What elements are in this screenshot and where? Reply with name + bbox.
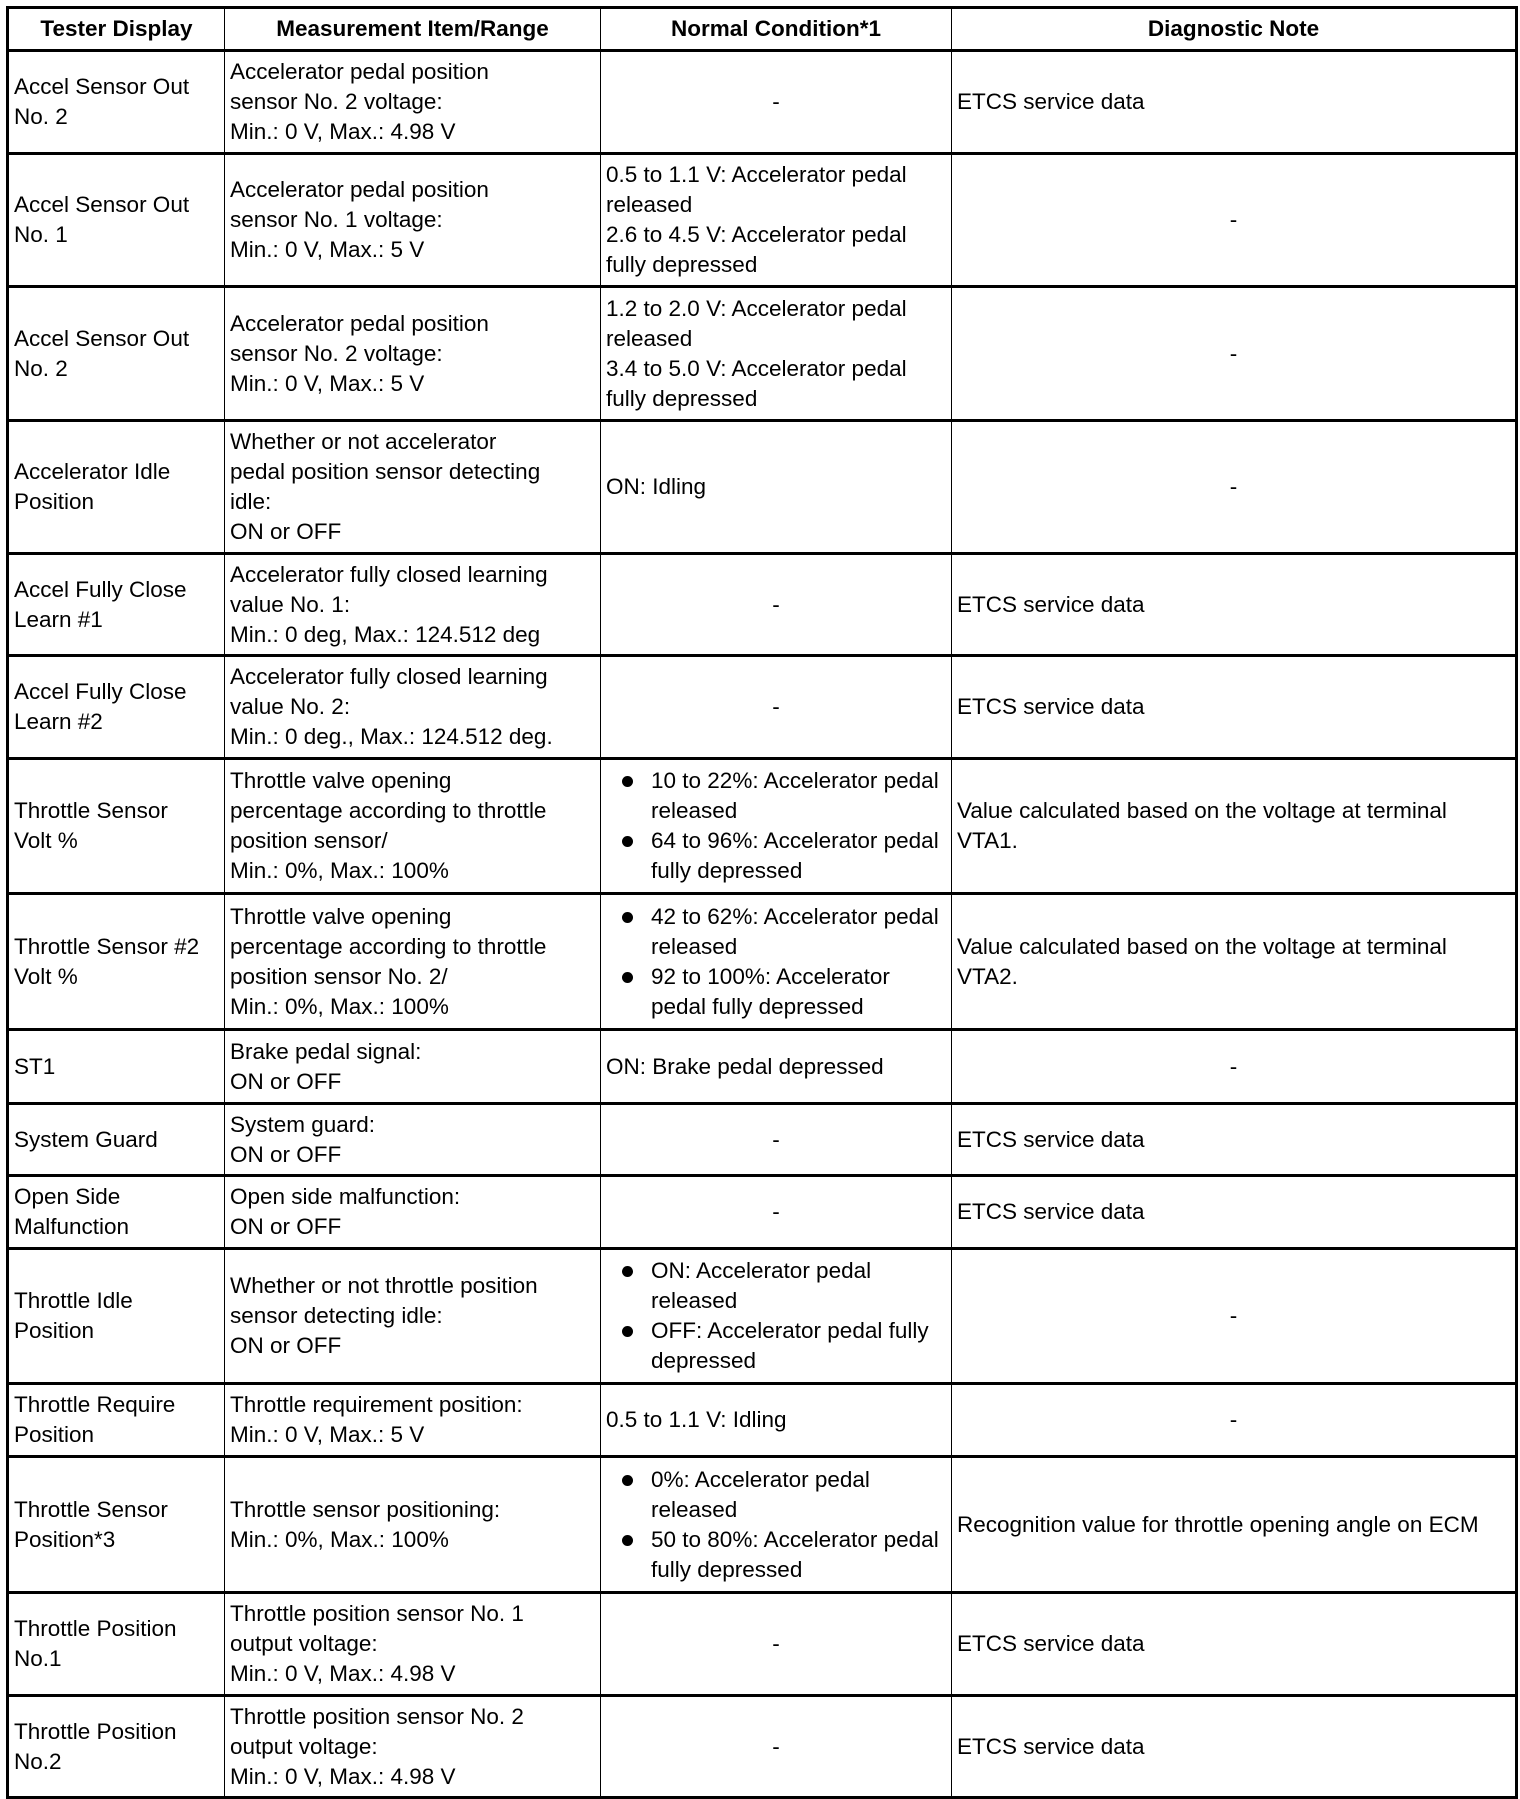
table-row — [8, 154, 1517, 287]
measurement-item-cell — [225, 1384, 601, 1457]
diagnostic-note-cell: ETCS service data — [952, 554, 1517, 656]
tester-display-line: Accel Fully Close — [14, 679, 187, 704]
measurement-item-line: pedal position sensor detecting — [230, 459, 541, 484]
tester-display-line: Accel Sensor Out — [14, 325, 190, 351]
measurement-item-line: Throttle sensor positioning: — [230, 1496, 501, 1522]
measurement-item-line: Min.: 0 V, Max.: 5 V — [230, 237, 425, 262]
tester-display-line: Throttle Idle — [14, 1288, 133, 1313]
header-diagnostic-note: Diagnostic Note — [952, 8, 1517, 51]
normal-condition-cell: - — [601, 1696, 952, 1798]
measurement-item-line: ON or OFF — [230, 1214, 342, 1239]
normal-condition-cell: - — [601, 656, 952, 759]
diagnostic-note-cell: ETCS service data — [952, 656, 1517, 759]
diagnostic-note-cell: - — [952, 1384, 1517, 1457]
normal-condition-cell — [601, 759, 952, 894]
tester-display-line: Throttle Position — [14, 1616, 177, 1641]
diagnostic-note-cell: Value calculated based on the voltage at terminal VTA2. — [952, 894, 1517, 1030]
bullet-item: 0%: Accelerator pedal released — [651, 1465, 946, 1525]
tester-display-line: Accelerator Idle — [14, 459, 171, 484]
measurement-item-line: sensor No. 1 voltage: — [230, 207, 443, 232]
bullet-item: ON: Accelerator pedal released — [651, 1256, 946, 1316]
measurement-item-line: Throttle valve opening — [230, 903, 452, 929]
normal-condition-line: 2.6 to 4.5 V: Accelerator pedal fully depressed — [606, 222, 907, 277]
tester-display-line: Throttle Sensor — [14, 798, 168, 823]
diagnostic-note-cell: - — [952, 154, 1517, 287]
diagnostic-note-cell: ETCS service data — [952, 1593, 1517, 1696]
measurement-item-line: sensor detecting idle: — [230, 1303, 443, 1328]
bullet-item: 92 to 100%: Accelerator pedal fully depressed — [651, 962, 946, 1022]
tester-display-cell — [8, 1696, 225, 1798]
measurement-item-line: position sensor No. 2/ — [230, 963, 448, 989]
measurement-item-cell — [225, 656, 601, 759]
tester-display-cell — [8, 894, 225, 1030]
tester-display-line: System Guard — [14, 1126, 158, 1152]
measurement-item-line: Min.: 0 V, Max.: 5 V — [230, 1422, 425, 1447]
measurement-item-cell — [225, 1457, 601, 1593]
table-row — [8, 894, 1517, 1030]
measurement-item-line: Open side malfunction: — [230, 1184, 461, 1209]
measurement-item-line: ON or OFF — [230, 519, 342, 544]
bullet-item: OFF: Accelerator pedal fully depressed — [651, 1316, 946, 1376]
bullet-item: 10 to 22%: Accelerator pedal released — [651, 766, 946, 826]
tester-display-line: Throttle Sensor #2 — [14, 933, 200, 959]
tester-display-line: Volt % — [14, 963, 78, 989]
tester-display-cell — [8, 421, 225, 554]
normal-condition-cell: 0.5 to 1.1 V: Idling — [601, 1384, 952, 1457]
measurement-item-cell — [225, 894, 601, 1030]
tester-display-line: Position*3 — [14, 1526, 116, 1552]
measurement-item-line: ON or OFF — [230, 1333, 342, 1358]
measurement-item-cell — [225, 421, 601, 554]
normal-condition-cell: - — [601, 554, 952, 656]
measurement-item-line: Accelerator fully closed learning — [230, 664, 548, 689]
diagnostic-note-cell: Value calculated based on the voltage at terminal VTA1. — [952, 759, 1517, 894]
tester-display-line: Volt % — [14, 828, 78, 853]
header-measurement-item: Measurement Item/Range — [225, 8, 601, 51]
measurement-item-line: sensor No. 2 voltage: — [230, 89, 443, 114]
measurement-item-line: Min.: 0%, Max.: 100% — [230, 993, 449, 1019]
normal-condition-cell: - — [601, 1176, 952, 1249]
tester-display-line: No. 2 — [14, 104, 68, 129]
measurement-item-line: Accelerator fully closed learning — [230, 561, 548, 587]
table-row — [8, 1176, 1517, 1249]
tester-display-line: No.1 — [14, 1646, 62, 1671]
normal-condition-cell: ON: Brake pedal depressed — [601, 1030, 952, 1104]
measurement-item-line: value No. 2: — [230, 694, 351, 719]
measurement-item-cell — [225, 1176, 601, 1249]
tester-display-cell — [8, 287, 225, 421]
normal-condition-cell — [601, 1457, 952, 1593]
data-list-table — [6, 6, 1518, 1799]
measurement-item-line: Whether or not accelerator — [230, 429, 497, 454]
tester-display-cell — [8, 759, 225, 894]
measurement-item-line: Accelerator pedal position — [230, 59, 489, 84]
measurement-item-cell — [225, 1030, 601, 1104]
tester-display-line: Position — [14, 1422, 95, 1447]
tester-display-line: No. 2 — [14, 355, 68, 381]
measurement-item-line: Min.: 0%, Max.: 100% — [230, 858, 449, 883]
measurement-item-line: Min.: 0 V, Max.: 4.98 V — [230, 1661, 456, 1686]
tester-display-cell — [8, 1384, 225, 1457]
diagnostic-note-cell: Recognition value for throttle opening angle on ECM — [952, 1457, 1517, 1593]
tester-display-line: Throttle Sensor — [14, 1496, 168, 1522]
table-row — [8, 1030, 1517, 1104]
tester-display-cell — [8, 656, 225, 759]
normal-condition-cell — [601, 287, 952, 421]
diagnostic-note-cell: - — [952, 1030, 1517, 1104]
measurement-item-cell — [225, 1104, 601, 1176]
table-row — [8, 759, 1517, 894]
measurement-item-line: Throttle position sensor No. 2 — [230, 1703, 524, 1729]
measurement-item-cell — [225, 554, 601, 656]
tester-display-cell — [8, 51, 225, 154]
measurement-item-line: Throttle position sensor No. 1 — [230, 1601, 524, 1626]
measurement-item-line: Throttle requirement position: — [230, 1392, 523, 1417]
measurement-item-cell — [225, 154, 601, 287]
tester-display-line: Learn #1 — [14, 606, 103, 632]
measurement-item-line: Min.: 0%, Max.: 100% — [230, 1526, 449, 1552]
tester-display-cell — [8, 1593, 225, 1696]
measurement-item-line: output voltage: — [230, 1733, 378, 1759]
tester-display-cell — [8, 1457, 225, 1593]
normal-condition-bullets — [606, 902, 946, 1022]
tester-display-cell — [8, 1104, 225, 1176]
tester-display-cell — [8, 554, 225, 656]
normal-condition-line: 0.5 to 1.1 V: Accelerator pedal released — [606, 162, 907, 217]
normal-condition-cell: ON: Idling — [601, 421, 952, 554]
table-row — [8, 1593, 1517, 1696]
normal-condition-cell — [601, 894, 952, 1030]
diagnostic-note-cell: ETCS service data — [952, 1104, 1517, 1176]
measurement-item-line: Min.: 0 deg, Max.: 124.512 deg — [230, 621, 541, 647]
normal-condition-line: 3.4 to 5.0 V: Accelerator pedal fully depressed — [606, 355, 907, 411]
tester-display-line: Position — [14, 489, 95, 514]
table-row — [8, 287, 1517, 421]
normal-condition-cell — [601, 154, 952, 287]
normal-condition-cell: - — [601, 51, 952, 154]
measurement-item-cell — [225, 51, 601, 154]
measurement-item-cell — [225, 759, 601, 894]
tester-display-line: ST1 — [14, 1053, 56, 1079]
tester-display-line: Accel Sensor Out — [14, 74, 190, 99]
measurement-item-line: Brake pedal signal: — [230, 1038, 422, 1064]
table-row — [8, 1104, 1517, 1176]
measurement-item-cell — [225, 1249, 601, 1384]
measurement-item-line: ON or OFF — [230, 1141, 342, 1167]
diagnostic-note-cell: - — [952, 287, 1517, 421]
header-normal-condition: Normal Condition*1 — [601, 8, 952, 51]
measurement-item-line: Min.: 0 V, Max.: 5 V — [230, 370, 425, 396]
table-row — [8, 1249, 1517, 1384]
diagnostic-note-cell: - — [952, 1249, 1517, 1384]
tester-display-cell — [8, 154, 225, 287]
diagnostic-note-cell: ETCS service data — [952, 51, 1517, 154]
table-row — [8, 1457, 1517, 1593]
tester-display-line: Open Side — [14, 1184, 121, 1209]
normal-condition-bullets — [606, 766, 946, 886]
normal-condition-line: 1.2 to 2.0 V: Accelerator pedal released — [606, 295, 907, 351]
tester-display-line: Throttle Position — [14, 1718, 177, 1744]
measurement-item-line: Whether or not throttle position — [230, 1273, 538, 1298]
measurement-item-line: percentage according to throttle — [230, 798, 547, 823]
measurement-item-line: percentage according to throttle — [230, 933, 547, 959]
table-row — [8, 421, 1517, 554]
tester-display-cell — [8, 1249, 225, 1384]
diagnostic-note-cell: ETCS service data — [952, 1696, 1517, 1798]
tester-display-line: Learn #2 — [14, 709, 103, 734]
measurement-item-cell — [225, 1696, 601, 1798]
diagnostic-note-cell: - — [952, 421, 1517, 554]
bullet-item: 50 to 80%: Accelerator pedal fully depressed — [651, 1525, 946, 1585]
tester-display-line: No. 1 — [14, 222, 68, 247]
measurement-item-line: position sensor/ — [230, 828, 388, 853]
measurement-item-line: Accelerator pedal position — [230, 177, 489, 202]
normal-condition-cell: - — [601, 1593, 952, 1696]
tester-display-cell — [8, 1030, 225, 1104]
table-row — [8, 1696, 1517, 1798]
tester-display-line: No.2 — [14, 1748, 62, 1774]
tester-display-cell — [8, 1176, 225, 1249]
measurement-item-line: ON or OFF — [230, 1068, 342, 1094]
header-row — [8, 8, 1517, 51]
measurement-item-cell — [225, 287, 601, 421]
tester-display-line: Position — [14, 1318, 95, 1343]
tester-display-line: Malfunction — [14, 1214, 130, 1239]
measurement-item-line: sensor No. 2 voltage: — [230, 340, 443, 366]
measurement-item-line: System guard: — [230, 1111, 376, 1137]
diagnostic-note-cell: ETCS service data — [952, 1176, 1517, 1249]
header-tester-display: Tester Display — [8, 8, 225, 51]
table-row — [8, 51, 1517, 154]
measurement-item-line: Throttle valve opening — [230, 768, 452, 793]
normal-condition-cell — [601, 1249, 952, 1384]
normal-condition-cell: - — [601, 1104, 952, 1176]
measurement-item-line: output voltage: — [230, 1631, 378, 1656]
normal-condition-bullets — [606, 1465, 946, 1585]
measurement-item-line: Accelerator pedal position — [230, 310, 489, 336]
measurement-item-line: Min.: 0 V, Max.: 4.98 V — [230, 119, 456, 144]
measurement-item-line: Min.: 0 deg., Max.: 124.512 deg. — [230, 724, 553, 749]
bullet-item: 64 to 96%: Accelerator pedal fully depressed — [651, 826, 946, 886]
measurement-item-line: Min.: 0 V, Max.: 4.98 V — [230, 1763, 456, 1789]
table-row — [8, 656, 1517, 759]
tester-display-line: Throttle Require — [14, 1392, 176, 1417]
measurement-item-cell — [225, 1593, 601, 1696]
measurement-item-line: idle: — [230, 489, 272, 514]
normal-condition-bullets — [606, 1256, 946, 1376]
table-row — [8, 1384, 1517, 1457]
measurement-item-line: value No. 1: — [230, 591, 351, 617]
tester-display-line: Accel Sensor Out — [14, 192, 190, 217]
bullet-item: 42 to 62%: Accelerator pedal released — [651, 902, 946, 962]
tester-display-line: Accel Fully Close — [14, 576, 187, 602]
table-row — [8, 554, 1517, 656]
